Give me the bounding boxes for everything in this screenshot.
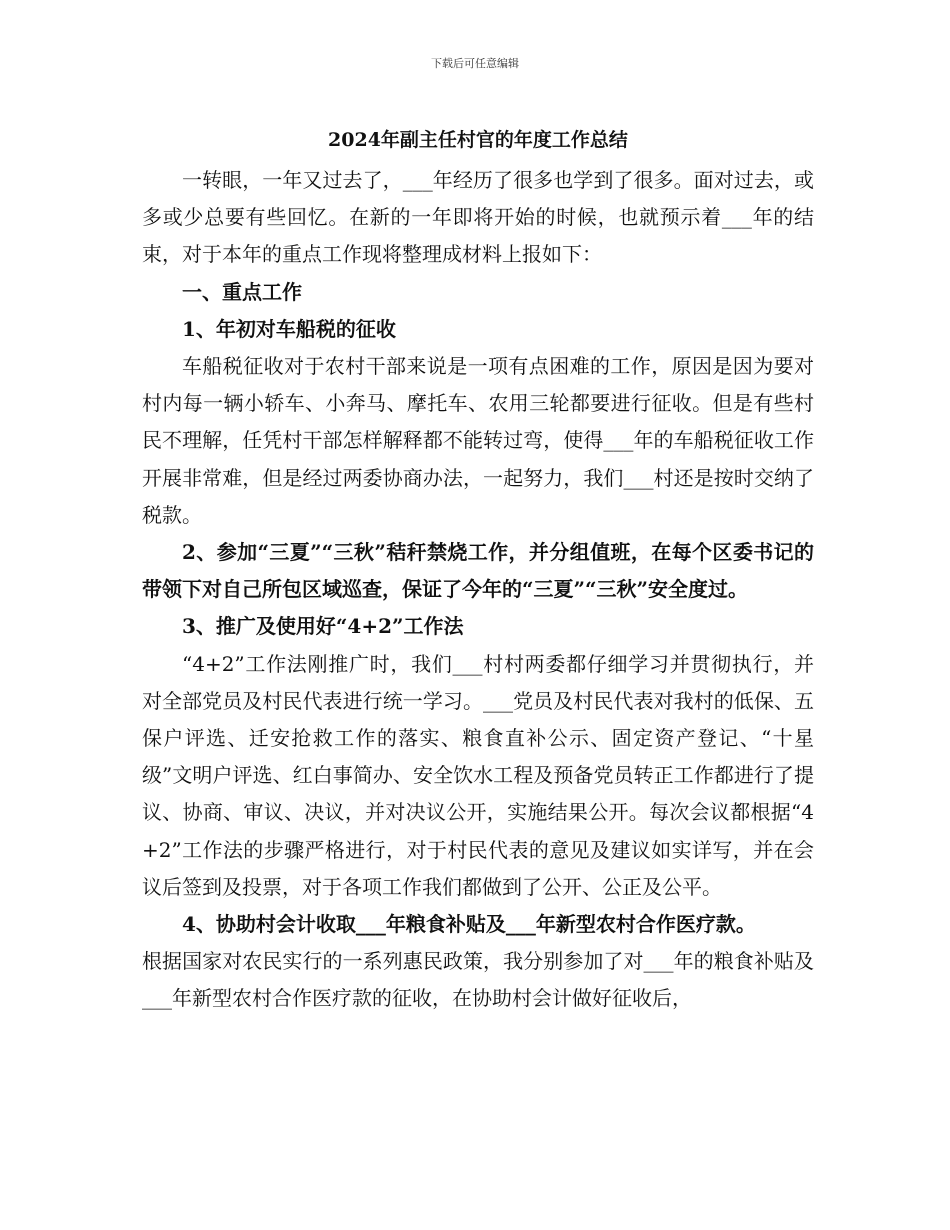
subsidy-paragraph: 根据国家对农民实行的一系列惠民政策，我分别参加了对___年的粮食补贴及___年新型农村合作医疗款的征收，在协助村会计做好征收后， [142, 949, 814, 1011]
section-heading-key-work: 一、重点工作 [182, 279, 302, 304]
header-note: 下载后可任意编辑 [431, 57, 519, 70]
intro-paragraph: 一转眼，一年又过去了，___年经历了很多也学到了很多。面对过去，或多或少总要有些回忆。在新的一年即将开始的时候，也就预示着___年的结束，对于本年的重点工作现将整理成材料上报如下： [142, 168, 814, 267]
subheading-vehicle-tax: 1、年初对车船税的征收 [182, 316, 396, 341]
vehicle-tax-paragraph: 车船税征收对于农村干部来说是一项有点困难的工作，原因是因为要对村内每一辆小轿车、小奔马、摩托车、农用三轮都要进行征收。但是有些村民不理解，任凭村干部怎样解释都不能转过弯，使得___年的车船税征收工作开展非常难，但是经过两委协商办法，一起努力，我们___村还是按时交纳了税款。 [142, 354, 814, 527]
subheading-4-2-method: 3、推广及使用好“4+2”工作法 [182, 614, 464, 639]
straw-burning-paragraph: 2、参加“三夏”“三秋”秸秆禁烧工作，并分组值班，在每个区委书记的带领下对自己所包区域巡查，保证了今年的“三夏”“三秋”安全度过。 [142, 540, 814, 602]
document-title: 2024年副主任村官的年度工作总结 [328, 129, 628, 151]
4-2-method-paragraph: “4+2”工作法刚推广时，我们___村村两委都仔细学习并贯彻执行，并对全部党员及村民代表进行统一学习。___党员及村民代表对我村的低保、五保户评选、迁安抢救工作的落实、粮食直补公示、固定资产登记、“十星级”文明户评选、红白事简办、安全饮水工程及预备党员转正工作都进行了提议、协商、审议、决议，并对决议公开，实施结果公开。每次会议都根据“4+2”工作法的步骤严格进行，对于村民代表的意见及建议如实详写，并在会议后签到及投票，对于各项工作我们都做到了公开、公正及公平。 [142, 651, 814, 899]
document-body [142, 120, 814, 1018]
subheading-subsidy-collection: 4、协助村会计收取___年粮食补贴及___年新型农村合作医疗款。 [182, 912, 756, 937]
